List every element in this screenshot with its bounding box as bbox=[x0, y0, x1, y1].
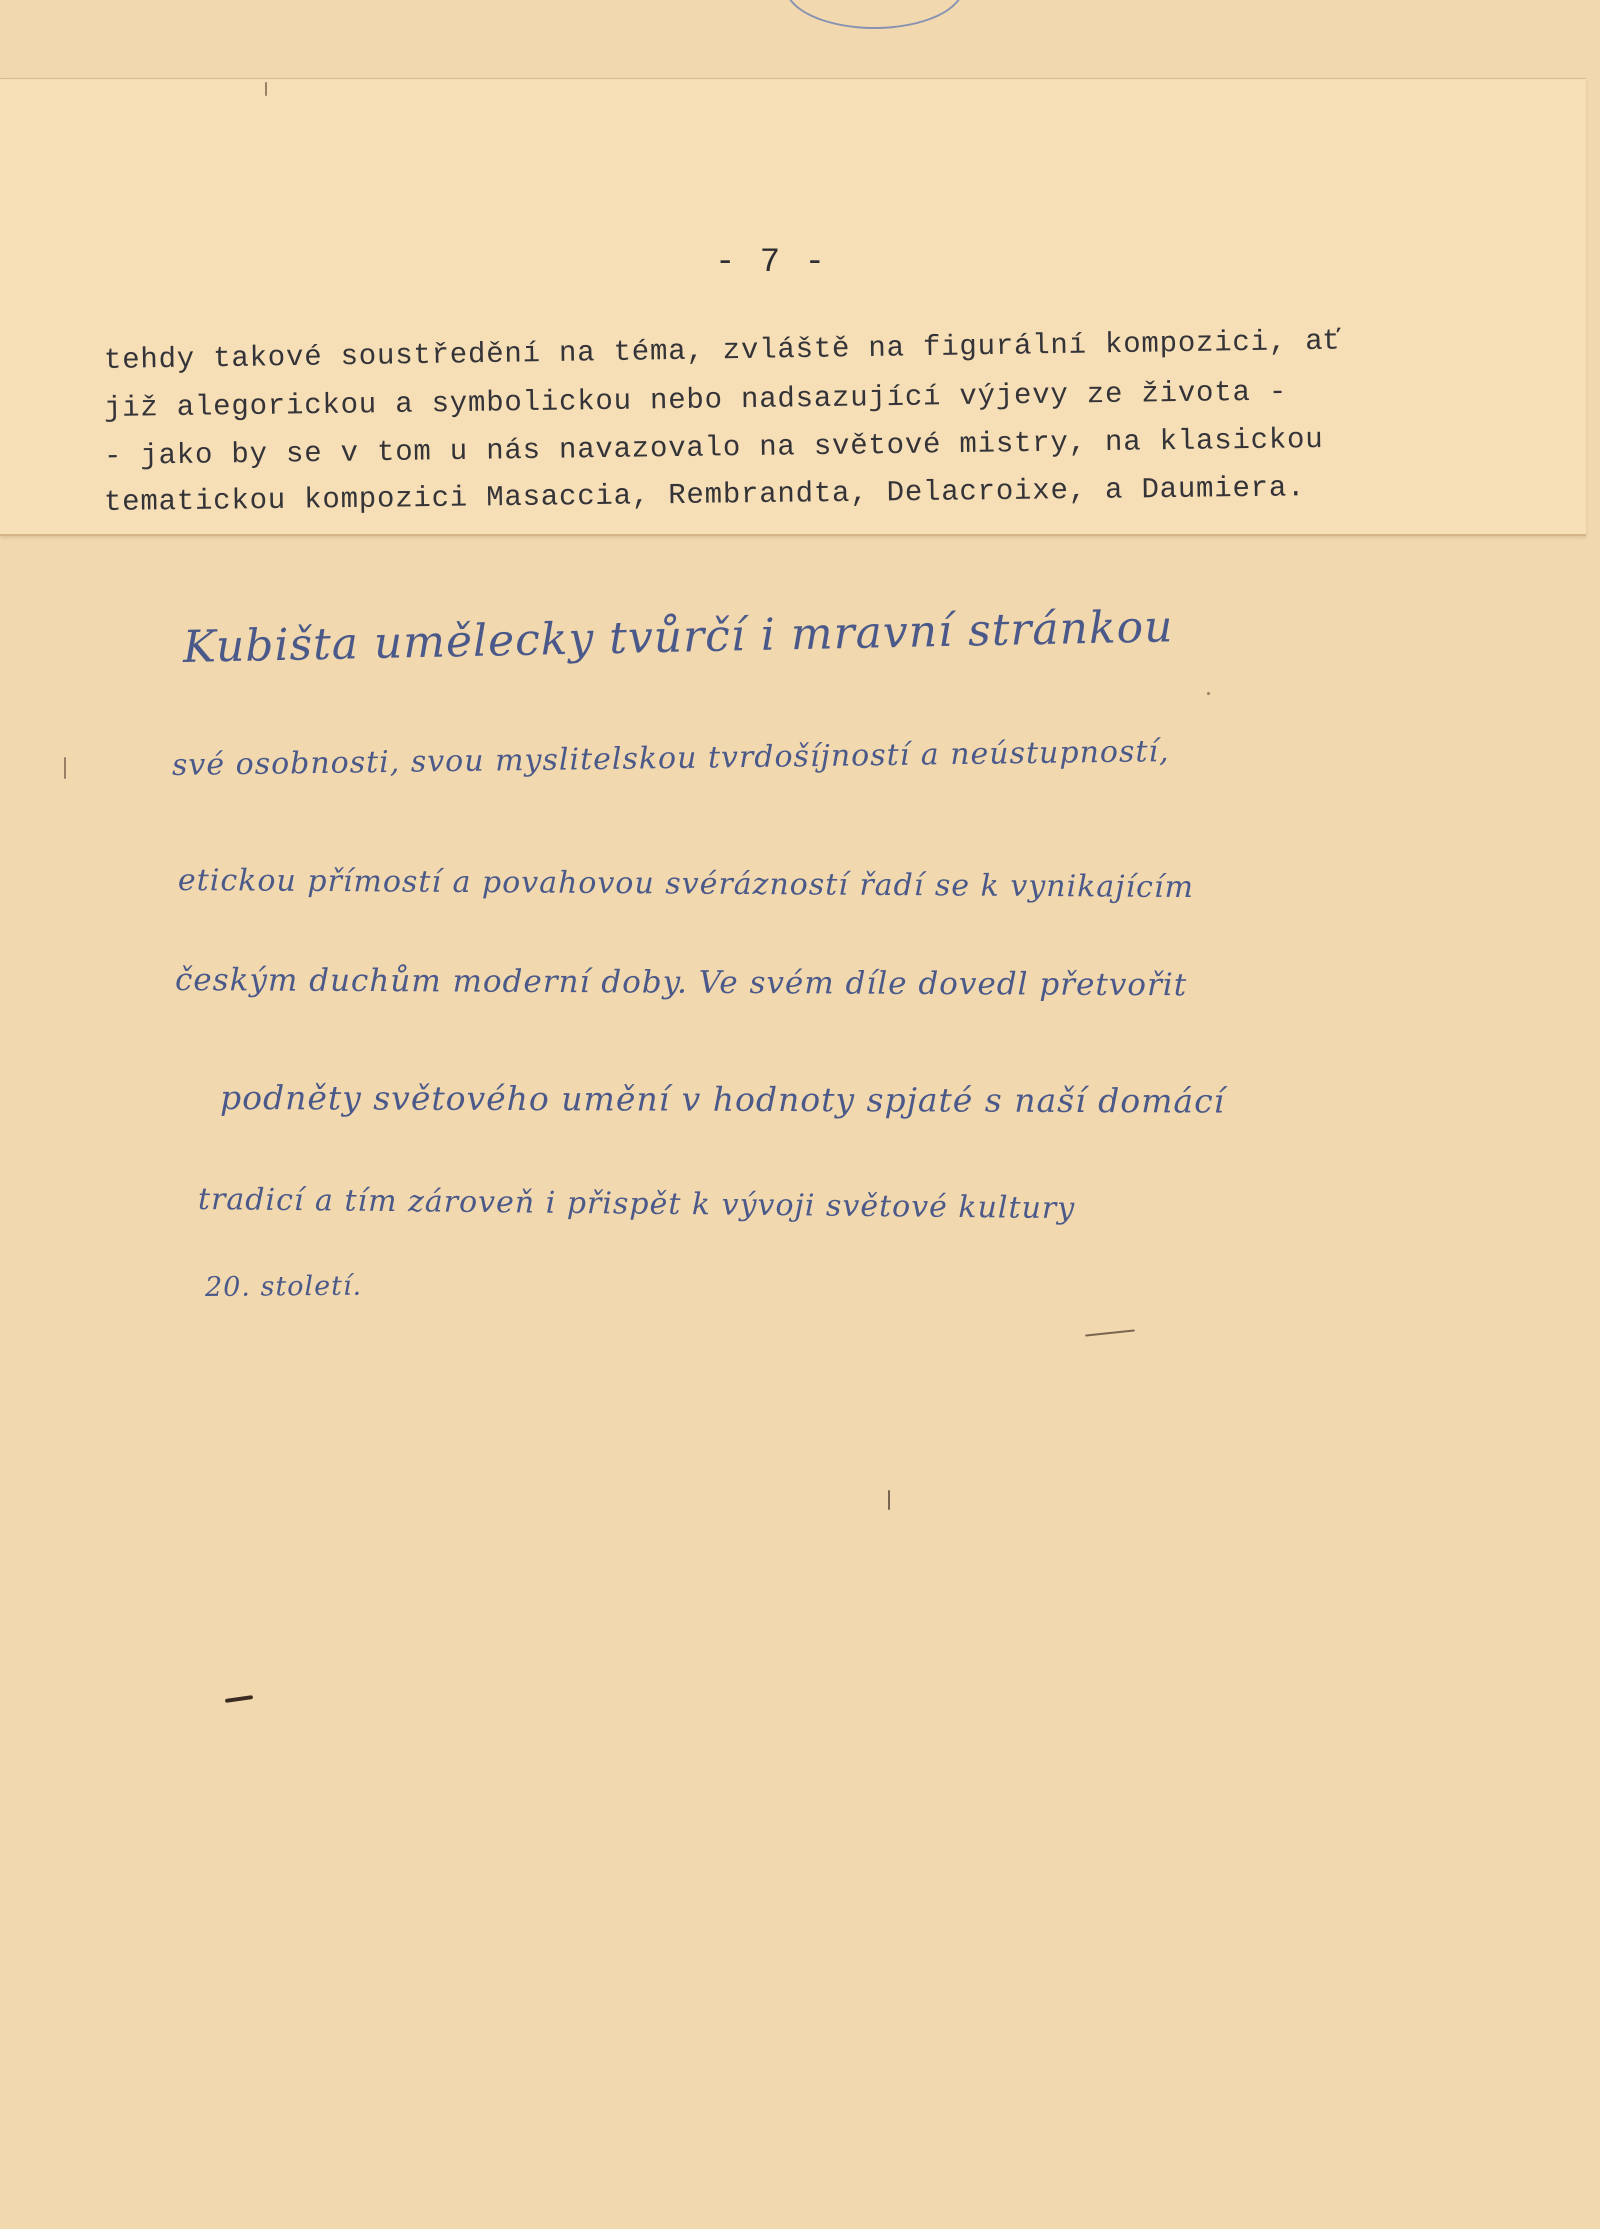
ink-speck bbox=[64, 757, 66, 779]
handwritten-line-7: 20. století. bbox=[204, 1270, 363, 1303]
typed-line-3: - jako by se v tom u nás navazovalo na světové mistry, na klasickou bbox=[103, 422, 1324, 473]
handwritten-line-3: etickou přímostí a povahovou svérázností řadí se k vynikajícím bbox=[177, 863, 1195, 906]
typed-line-1: tehdy takové soustředění na téma, zvláště na figurální kompozici, ať bbox=[103, 324, 1342, 377]
ink-speck bbox=[265, 82, 267, 96]
typed-line-2: již alegorickou a symbolickou nebo nadsazující výjevy ze života - bbox=[103, 375, 1288, 425]
handwritten-line-5: podněty světového umění v hodnoty spjaté s naší domácí bbox=[219, 1078, 1226, 1121]
ink-speck bbox=[1207, 692, 1210, 695]
handwritten-line-4: českým duchům moderní doby. Ve svém díle dovedl přetvořit bbox=[174, 962, 1188, 1004]
ink-speck bbox=[888, 1490, 890, 1510]
typed-line-4: tematickou kompozici Masaccia, Rembrandta, Delacroixe, a Daumiera. bbox=[103, 471, 1306, 519]
page-number: - 7 - bbox=[715, 244, 828, 282]
handwritten-line-6: tradicí a tím zároveň i přispět k vývoji světové kultury bbox=[197, 1182, 1076, 1227]
handwritten-line-1: Kubišta umělecky tvůrčí i mravní stránkou bbox=[182, 601, 1174, 673]
handwritten-line-2: své osobnosti, svou myslitelskou tvrdošíjností a neústupností, bbox=[171, 734, 1170, 783]
